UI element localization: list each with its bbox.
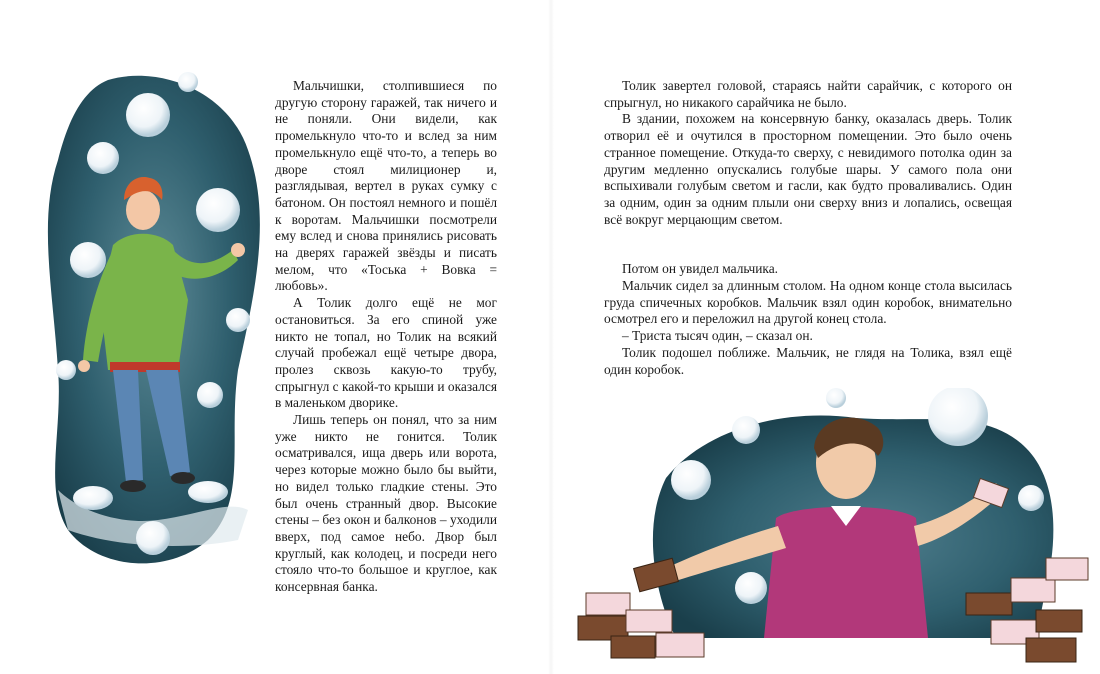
section-break xyxy=(604,228,1012,261)
paragraph: Лишь теперь он понял, что за ним уже никто не гонится. Толик осматривался, ища дверь или ворота, через которые можно было бы выйти, но видел только гладкие стены. Это был очень странный двор. Высокие стены – без окон и балконов – уходили вверх, под самое небо. Двор был круглый, как колодец, и посреди него стояло что-то большое и круглое, как консервная банка. xyxy=(275,412,497,595)
paragraph: В здании, похожем на консервную банку, оказалась дверь. Толик отворил её и очутился в просторном помещении. Это было очень странное помещение. Откуда-то сверху, с невидимого потолка один за другим медленно опускались голубые шары. У самого пола они вспыхивали голубым светом и гасли, как будто проваливались. Один за одним, один за одним плыли они сверху вниз и лопались, освещая всё вокруг мерцающим светом. xyxy=(604,111,1012,227)
illustration-boy-with-matchboxes xyxy=(556,388,1100,674)
text-column-left xyxy=(275,78,497,596)
paragraph: Толик подошел поближе. Мальчик, не глядя на Толика, взял ещё один коробок. xyxy=(604,344,1012,377)
paragraph: Потом он увидел мальчика. xyxy=(622,261,779,277)
paragraph: Толик завертел головой, стараясь найти сарайчик, с которого он спрыгнул, но никакого сарайчика не было. xyxy=(604,78,1012,110)
paragraph: А Толик долго ещё не мог остановиться. За его спиной уже никто не топал, но Толик на всякий случай пробежал ещё четыре двора, пролез сквозь какую-то трубу, спрыгнул с какой-то крыши и оказался в маленьком дворике. xyxy=(275,295,497,411)
page-gutter xyxy=(548,0,554,674)
illustration-boy-with-bubbles xyxy=(38,70,268,580)
text-column-right xyxy=(604,78,1012,378)
paragraph: Мальчишки, столпившиеся по другую сторону гаражей, так ничего и не поняли. Они видели, как промелькнуло что-то и вслед за ним промелькнуло ещё что-то, а теперь во дворе стоял милиционер и, разглядывая, вертел в руках сумку с батоном. Он постоял немного и пошёл к воротам. Мальчишки посмотрели ему вслед и снова принялись рисовать на дверях гаражей звёзды и писать мелом, что «Тоська + Вовка = любовь». xyxy=(275,78,497,294)
paragraph: Мальчик сидел за длинным столом. На одном конце стола высилась груда спичечных коробков. Мальчик взял один коробок, внимательно осмотрел его и переложил на другой конец стола. xyxy=(604,278,1012,327)
paragraph: – Триста тысяч один, – сказал он. xyxy=(622,328,813,344)
